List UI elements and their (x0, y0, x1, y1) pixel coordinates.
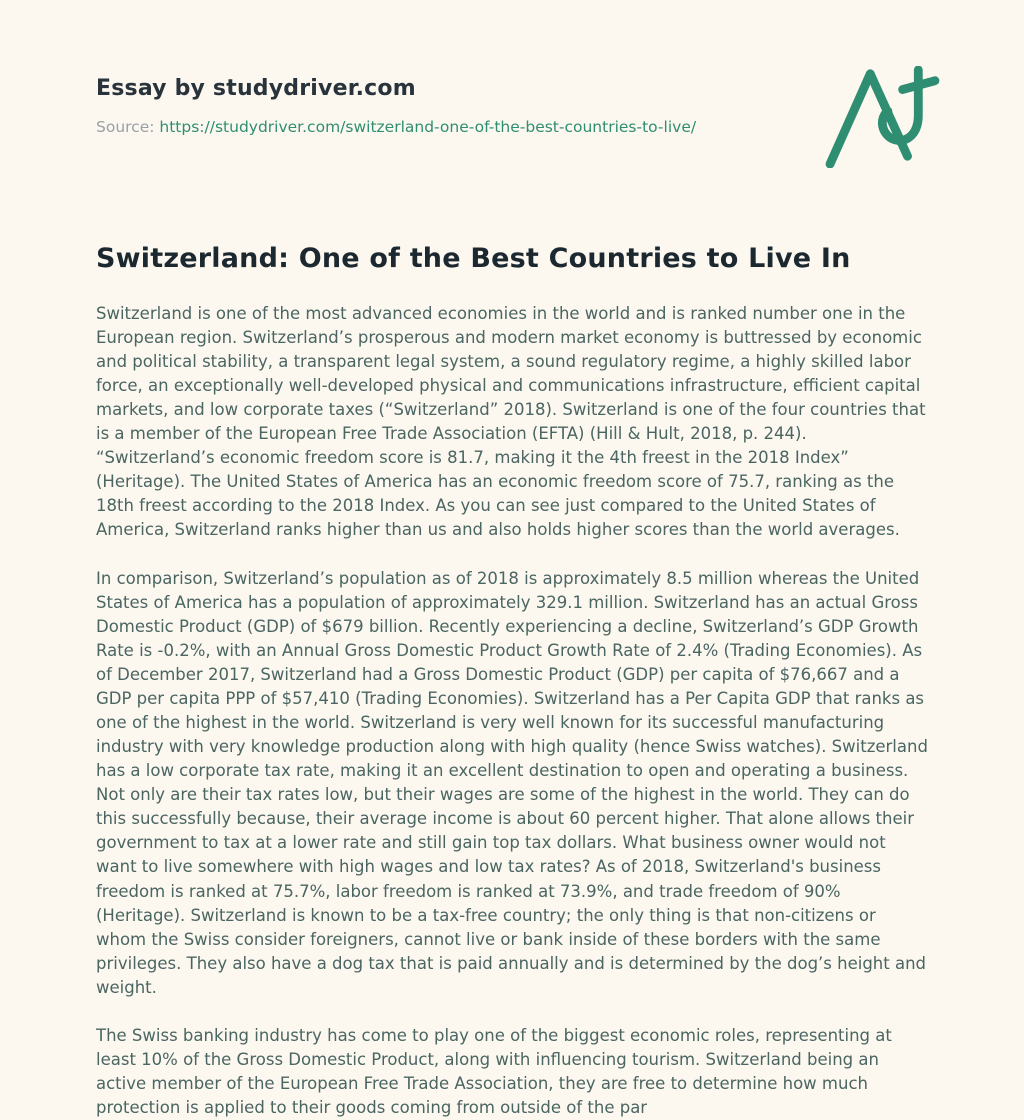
essay-byline: Essay by studydriver.com (96, 76, 416, 101)
source-link[interactable]: https://studydriver.com/switzerland-one-of-the-best-countries-to-live/ (159, 118, 697, 136)
page-title: Switzerland: One of the Best Countries to Live In (96, 243, 851, 274)
paragraph-2: In comparison, Switzerland’s population as of 2018 is approximately 8.5 million whereas the United States of America has a population of approximately 329.1 million. Switzerland has an actual Gross Domestic Product (GDP) of $679 billion. Recently experiencing a decline, Switzerland’s GDP Growth Rate is -0.2%, with an Annual Gross Domestic Product Growth Rate of 2.4% (Trading Economies). As of December 2017, Switzerland had a Gross Domestic Product (GDP) per capita of $76,667 and a GDP per capita PPP of $57,410 (Trading Economies). Switzerland has a Per Capita GDP that ranks as one of the highest in the world. Switzerland is very well known for its successful manufacturing industry with very knowledge production along with high quality (hence Swiss watches). Switzerland has a low corporate tax rate, making it an excellent destination to open and operating a business. Not only are their tax rates low, but their wages are some of the highest in the world. They can do this successfully because, their average income is about 60 percent higher. That alone allows their government to tax at a lower rate and still gain top tax dollars. What business owner would not want to live somewhere with high wages and low tax rates? As of 2018, Switzerland's business freedom is ranked at 75.7%, labor freedom is ranked at 73.9%, and trade freedom of 90% (Heritage). Switzerland is known to be a tax-free country; the only thing is that non-citizens or whom the Swiss consider foreigners, cannot live or bank inside of these borders with the same privileges. They also have a dog tax that is paid annually and is determined by the dog’s height and weight. (96, 568, 928, 997)
studydriver-logo-icon (824, 66, 942, 168)
article-body (96, 302, 928, 1120)
source-line (96, 118, 928, 136)
studydriver-logo (824, 66, 942, 168)
source-label: Source: (96, 118, 155, 136)
paragraph-1: Switzerland is one of the most advanced economies in the world and is ranked number one in the European region. Switzerland’s prosperous and modern market economy is buttressed by economic and political stability, a transparent legal system, a sound regulatory regime, a highly skilled labor force, an exceptionally well-developed physical and communications infrastructure, efficient capital markets, and low corporate taxes (“Switzerland” 2018). Switzerland is one of the four countries that is a member of the European Free Trade Association (EFTA) (Hill & Hult, 2018, p. 244). “Switzerland’s economic freedom score is 81.7, making it the 4th freest in the 2018 Index” (Heritage). The United States of America has an economic freedom score of 75.7, ranking as the 18th freest according to the 2018 Index. As you can see just compared to the United States of America, Switzerland ranks higher than us and also holds higher scores than the world averages. (96, 303, 926, 540)
paragraph-3: The Swiss banking industry has come to play one of the biggest economic roles, representing at least 10% of the Gross Domestic Product, along with influencing tourism. Switzerland being an active member of the European Free Trade Association, they are free to determine how much protection is applied to their goods coming from outside of the par (96, 1025, 892, 1118)
